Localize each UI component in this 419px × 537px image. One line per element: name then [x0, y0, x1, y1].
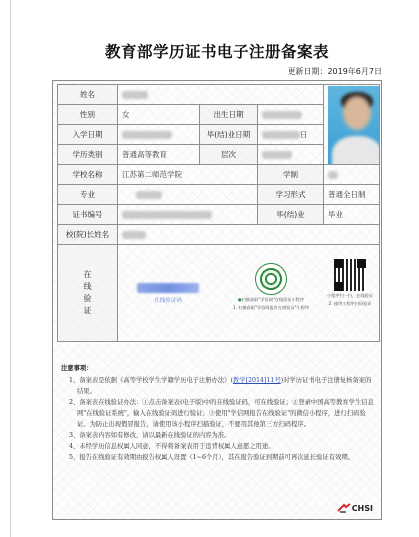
gender-label: 性别	[58, 105, 118, 125]
update-date-value: 2019年6月7日	[327, 67, 382, 76]
grad-status-label: 毕(结)业	[258, 205, 324, 225]
edu-type-label: 学历类别	[58, 145, 118, 165]
duration-label: 学制	[258, 165, 324, 185]
update-date	[287, 66, 382, 77]
chsi-logo	[337, 503, 373, 513]
note-item: 1、备案表是依据《高等学校学生学籍学历电子注册办法》(教学[2014]11号)对学历证书电子注册复核备案的结果。	[69, 377, 372, 395]
chsi-logo-icon	[337, 503, 351, 513]
photo-cell	[324, 85, 380, 165]
verify-label: 在 线 验 证	[58, 245, 118, 342]
study-form-label: 学习形式	[258, 185, 324, 205]
table-row	[58, 205, 380, 225]
verify-qr-note1: 小程序扫一扫，在线验证	[326, 293, 374, 298]
verify-code-redacted	[137, 283, 199, 293]
cert-no-label: 证书编号	[58, 205, 118, 225]
birth-date-redacted	[262, 111, 302, 119]
verify-code-link[interactable]	[128, 283, 208, 304]
registration-form-sheet	[52, 18, 382, 528]
grad-date-value	[258, 125, 324, 145]
table-row	[58, 245, 380, 342]
name-value	[118, 85, 324, 105]
note-item: 2、备案表在线验证办法：①点击备案表(电子版)中的在线验证码，可在线验证；②登录中国高等教育学生信息网"在线验证系统"，输入在线验证码进行验证；③使用"学信网报告在线验证"的微信小程序，进行扫码验证。为防止出现假冒报告，请使用该小程序扫描验证，不要用其他第三方扫码程序。	[69, 399, 374, 428]
president-label: 校(院)长姓名	[58, 225, 118, 245]
enroll-date-redacted	[122, 131, 172, 139]
mini-program-qr-note2: 1. 扫描获取"学信网报告在线验证"小程序	[232, 305, 310, 310]
grad-status-value: 毕业	[324, 205, 380, 225]
notes-section	[61, 363, 375, 463]
study-form-value: 普通全日制	[324, 185, 380, 205]
school-label: 学校名称	[58, 165, 118, 185]
student-photo	[328, 86, 380, 164]
verify-qr-note2: 2. 使用小程序扫码验证	[328, 301, 372, 306]
table-row	[58, 85, 380, 105]
president-redacted	[122, 231, 146, 239]
verify-qr-code-icon	[334, 259, 366, 291]
verify-qr	[320, 259, 380, 307]
notes-title: 注意事项：	[61, 365, 93, 372]
name-label: 姓名	[58, 85, 118, 105]
major-label: 专业	[58, 185, 118, 205]
mini-program-qr-note1: ●扫描获取"学信网"在线验证小程序	[237, 297, 305, 302]
update-date-label: 更新日期：	[287, 67, 328, 76]
mini-program-qr-icon	[255, 263, 287, 295]
mini-program-qr	[230, 263, 312, 311]
cert-no-redacted	[122, 211, 212, 219]
grad-date-label: 毕(结)业日期	[200, 125, 258, 145]
enroll-date-label: 入学日期	[58, 125, 118, 145]
duration-value	[324, 165, 380, 185]
table-row	[58, 225, 380, 245]
page-title: 教育部学历证书电子注册备案表	[104, 43, 329, 61]
name-redacted	[122, 91, 148, 99]
edu-type-value: 普通高等教育	[118, 145, 200, 165]
form-frame	[52, 80, 382, 520]
verify-code-caption: 在线验证码	[154, 298, 182, 304]
level-redacted	[262, 151, 292, 159]
chsi-logo-text: CHSI	[351, 503, 373, 513]
cert-no-value	[118, 205, 258, 225]
birth-date-label: 出生日期	[200, 105, 258, 125]
gender-value: 女	[118, 105, 200, 125]
birth-date-value	[258, 105, 324, 125]
table-row	[58, 165, 380, 185]
enroll-date-value	[118, 125, 200, 145]
note-item: 5、报告在线验证有效期由报告权属人设置（1~6个月），其在报告验证到期前可再次延长验证有效期。	[69, 454, 354, 461]
info-table	[57, 84, 380, 342]
table-row	[58, 185, 380, 205]
major-value	[118, 185, 258, 205]
major-redacted	[136, 191, 162, 199]
president-value	[118, 225, 380, 245]
grad-date-suffix: 日	[300, 130, 308, 139]
level-label: 层次	[200, 145, 258, 165]
school-value: 江苏第二师范学院	[118, 165, 258, 185]
duration-redacted	[328, 171, 338, 179]
page-left-border	[10, 0, 11, 537]
level-value	[258, 145, 324, 165]
verify-area	[118, 245, 380, 342]
note-item: 3、备案表内容如有修改，请以最新在线验证的内容为准。	[69, 432, 231, 439]
grad-date-redacted	[262, 131, 300, 139]
regulation-link[interactable]: 教学[2014]11号	[232, 377, 281, 384]
note-item: 4、未经学历信息权属人同意，不得将备案表用于违背权属人意愿之用途。	[69, 443, 275, 450]
